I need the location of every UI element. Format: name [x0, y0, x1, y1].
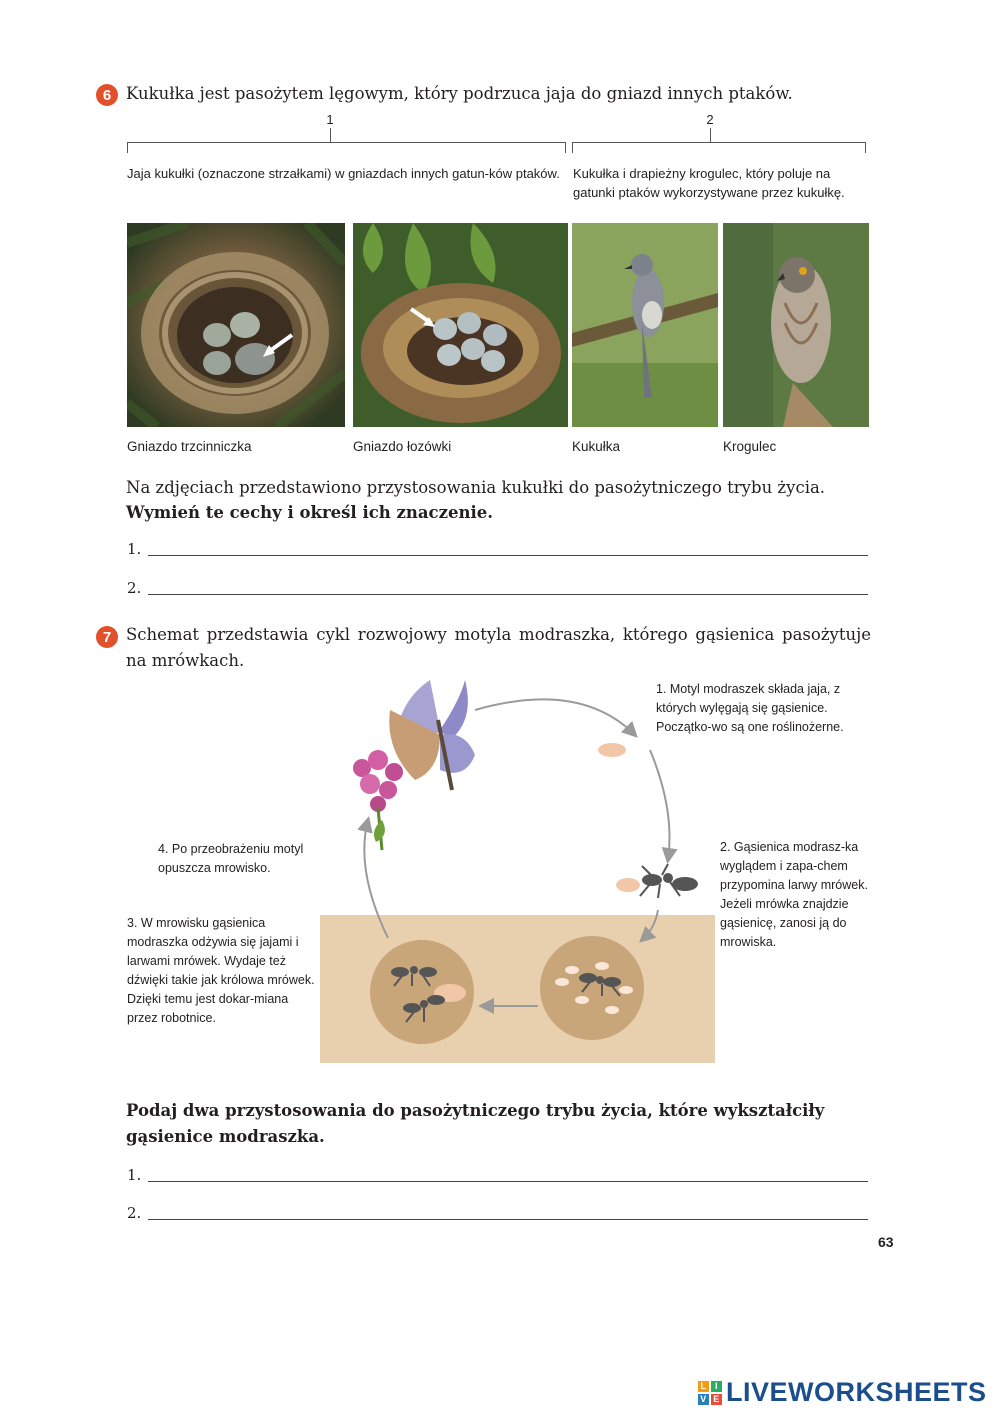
caption-cuckoo: Kukułka: [572, 439, 621, 454]
task-7-intro: Schemat przedstawia cykl rozwojowy motyla modraszka, którego gąsienica pasożytuje na mrówkach.: [126, 625, 871, 670]
page-number: 63: [878, 1234, 894, 1250]
group-1-tick: [330, 128, 331, 142]
cuckoo-photo: [572, 223, 718, 427]
caterpillar-icon: [598, 743, 626, 757]
caption-marsh-warbler-nest: Gniazdo łozówki: [353, 439, 452, 454]
task-6-answer-1-line[interactable]: [148, 554, 868, 556]
logo-squares-icon: L I V E: [698, 1381, 722, 1405]
ant-carrying-caterpillar-icon: [616, 864, 698, 898]
flower-icon: [353, 750, 403, 850]
caption-reed-warbler-nest: Gniazdo trzcinniczka: [127, 439, 252, 454]
group-2-bracket: [572, 142, 866, 153]
task-7-answer-1-label: 1.: [127, 1166, 142, 1184]
task-6-answer-1-label: 1.: [127, 540, 142, 558]
logo-text: LIVEWORKSHEETS: [726, 1377, 987, 1407]
task-6-question-line1: Na zdjęciach przedstawiono przystosowania kukułki do pasożytniczego trybu życia.: [126, 478, 826, 497]
task-6-question-line2: Wymień te cechy i określ ich znaczenie.: [126, 503, 493, 522]
task-6-answer-2-line[interactable]: [148, 593, 868, 595]
group-2-label: 2: [706, 112, 714, 127]
liveworksheets-logo[interactable]: [698, 1377, 987, 1408]
task-7-question: Podaj dwa przystosowania do pasożytniczego trybu życia, które wykształciły gąsienice modraszka.: [126, 1101, 825, 1146]
task-6-badge: 6: [96, 84, 118, 106]
task-7-badge: 7: [96, 626, 118, 648]
group-1-bracket: [127, 142, 566, 153]
task-7-answer-2-line[interactable]: [148, 1218, 868, 1220]
cycle-step-2: 2. Gąsienica modrasz-ka wyglądem i zapa-chem przypomina larwy mrówek. Jeżeli mrówka znajdzie gąsienicę, zanosi ją do mrowiska.: [720, 840, 868, 949]
marsh-warbler-nest-photo: [353, 223, 568, 427]
group-2-description: Kukułka i drapieżny krogulec, który poluje na gatunki ptaków wykorzystywane przez kukułkę.: [573, 166, 845, 200]
sparrowhawk-photo: [723, 223, 869, 427]
task-7-answer-1-line[interactable]: [148, 1180, 868, 1182]
cycle-step-4: 4. Po przeobrażeniu motyl opuszcza mrowisko.: [158, 842, 304, 875]
task-7-answer-2-label: 2.: [127, 1204, 142, 1222]
cycle-step-1: 1. Motyl modraszek składa jaja, z których wylęgają się gąsienice. Początko-wo są one roślinożerne.: [656, 682, 844, 734]
task-6-intro: Kukułka jest pasożytem lęgowym, który podrzuca jaja do gniazd innych ptaków.: [126, 84, 793, 103]
cycle-step-3: 3. W mrowisku gąsienica modraszka odżywia się jajami i larwami mrówek. Wydaje też dźwięki takie jak królowa mrówek. Dzięki temu jest dokar-miana przez robotnice.: [127, 916, 315, 1025]
caption-sparrowhawk: Krogulec: [723, 439, 777, 454]
group-1-description: Jaja kukułki (oznaczone strzałkami) w gniazdach innych gatun-ków ptaków.: [127, 166, 560, 181]
reed-warbler-nest-photo: [127, 223, 345, 427]
group-1-label: 1: [326, 112, 334, 127]
task-6-answer-2-label: 2.: [127, 579, 142, 597]
group-2-tick: [710, 128, 711, 142]
